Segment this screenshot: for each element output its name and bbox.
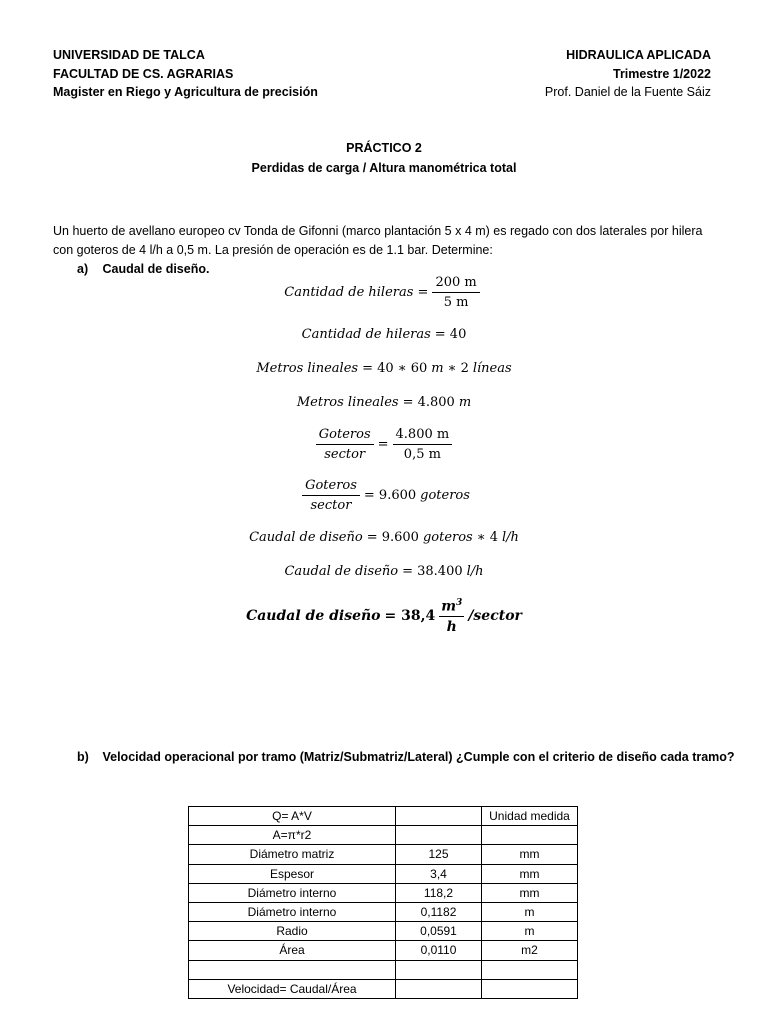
eq3-op: ∗ 2 bbox=[447, 361, 469, 376]
eq8-rhs: = 38.400 bbox=[402, 564, 463, 579]
unit-cell: mm bbox=[482, 864, 578, 883]
eq5-num: Goteros bbox=[316, 427, 374, 445]
table-row bbox=[189, 922, 578, 941]
question-a-label: a) bbox=[77, 262, 89, 276]
value-cell: 0,1182 bbox=[396, 902, 482, 921]
equation-9 bbox=[0, 598, 768, 635]
eq5-fraction-left bbox=[316, 427, 374, 462]
eq3-lineas: líneas bbox=[472, 361, 512, 376]
eq3-lhs: Metros lineales bbox=[256, 361, 359, 376]
eq7-unit2: l/h bbox=[501, 530, 519, 545]
unit-cell bbox=[482, 960, 578, 979]
equation-8 bbox=[0, 564, 768, 579]
table-row bbox=[189, 807, 578, 826]
table-row bbox=[189, 960, 578, 979]
eq6-num: Goteros bbox=[302, 478, 360, 496]
eq5-equals: = bbox=[377, 437, 389, 452]
eq9-fraction bbox=[439, 598, 464, 635]
parameter-cell: Q= A*V bbox=[189, 807, 396, 826]
equation-7 bbox=[0, 530, 768, 545]
unit-cell bbox=[482, 826, 578, 845]
eq7-rhs: = 9.600 bbox=[366, 530, 419, 545]
value-cell: 118,2 bbox=[396, 883, 482, 902]
unit-cell: mm bbox=[482, 845, 578, 864]
calculation-table bbox=[188, 806, 578, 999]
parameter-cell: Diámetro matriz bbox=[189, 845, 396, 864]
eq1-lhs: Cantidad de hileras = bbox=[284, 285, 429, 300]
value-cell bbox=[396, 960, 482, 979]
eq2-rhs: = 40 bbox=[434, 327, 467, 342]
eq4-rhs: = 4.800 bbox=[402, 395, 455, 410]
eq7-lhs: Caudal de diseño bbox=[249, 530, 363, 545]
question-b-label: b) bbox=[77, 750, 89, 764]
question-a-text: Caudal de diseño. bbox=[102, 262, 210, 276]
eq4-lhs: Metros lineales bbox=[296, 395, 399, 410]
table-row bbox=[189, 845, 578, 864]
table-row bbox=[189, 902, 578, 921]
unit-cell: m bbox=[482, 902, 578, 921]
eq6-den: sector bbox=[310, 498, 352, 513]
eq4-unit: m bbox=[458, 395, 472, 410]
eq6-unit: goteros bbox=[420, 488, 470, 503]
parameter-cell: Radio bbox=[189, 922, 396, 941]
table-row bbox=[189, 883, 578, 902]
eq9-rhs: = 38,4 bbox=[384, 608, 436, 625]
faculty-name: FACULTAD DE CS. AGRARIAS bbox=[53, 66, 234, 81]
page-subtitle: Perdidas de carga / Altura manométrica total bbox=[251, 161, 517, 175]
eq5-den2: 0,5 m bbox=[403, 447, 441, 462]
table-row bbox=[189, 864, 578, 883]
parameter-cell: Espesor bbox=[189, 864, 396, 883]
parameter-cell bbox=[189, 960, 396, 979]
header-right bbox=[545, 46, 711, 102]
parameter-cell: Velocidad= Caudal/Área bbox=[189, 979, 396, 998]
parameter-cell: Área bbox=[189, 941, 396, 960]
eq5-num2: 4.800 m bbox=[393, 427, 453, 445]
unit-cell bbox=[482, 979, 578, 998]
equation-5 bbox=[0, 427, 768, 462]
question-a bbox=[77, 262, 209, 276]
equation-4 bbox=[0, 395, 768, 410]
table-row bbox=[189, 826, 578, 845]
eq8-unit: l/h bbox=[466, 564, 484, 579]
eq9-tail: /sector bbox=[468, 608, 522, 625]
eq7-unit: goteros bbox=[422, 530, 473, 545]
value-cell bbox=[396, 979, 482, 998]
question-b-text: Velocidad operacional por tramo (Matriz/Submatriz/Lateral) ¿Cumple con el criterio de diseño cada tramo? bbox=[102, 750, 735, 764]
eq1-numerator: 200 m bbox=[432, 275, 479, 293]
university-name: UNIVERSIDAD DE TALCA bbox=[53, 48, 205, 62]
equation-6 bbox=[0, 478, 768, 513]
parameter-cell: Diámetro interno bbox=[189, 902, 396, 921]
course-name: HIDRAULICA APLICADA bbox=[566, 48, 711, 62]
value-cell bbox=[396, 826, 482, 845]
eq1-denominator: 5 m bbox=[443, 295, 469, 310]
table-row bbox=[189, 941, 578, 960]
eq3-rhs: = 40 ∗ 60 bbox=[362, 361, 428, 376]
value-cell: 125 bbox=[396, 845, 482, 864]
eq5-fraction-right bbox=[393, 427, 453, 462]
calculation-table-body bbox=[189, 807, 578, 999]
eq9-num-m: m bbox=[441, 598, 457, 615]
eq9-lhs: Caudal de diseño bbox=[246, 608, 381, 625]
eq2-lhs: Cantidad de hileras bbox=[301, 327, 431, 342]
unit-cell: Unidad medida bbox=[482, 807, 578, 826]
eq9-den: h bbox=[446, 618, 457, 635]
eq1-fraction bbox=[432, 275, 479, 310]
problem-statement: Un huerto de avellano europeo cv Tonda de Gifonni (marco plantación 5 x 4 m) es regado con dos laterales por hilera con goteros de 4 l/h a 0,5 m. La presión de operación es de 1.1 bar. Determine: bbox=[53, 224, 703, 257]
unit-cell: m2 bbox=[482, 941, 578, 960]
eq9-exponent: 3 bbox=[456, 598, 463, 608]
unit-cell: m bbox=[482, 922, 578, 941]
value-cell: 0,0591 bbox=[396, 922, 482, 941]
eq9-num bbox=[439, 598, 464, 617]
value-cell: 3,4 bbox=[396, 864, 482, 883]
question-b bbox=[77, 750, 735, 764]
page-title: PRÁCTICO 2 bbox=[346, 141, 422, 155]
header-left bbox=[53, 46, 318, 102]
parameter-cell: A=π*r2 bbox=[189, 826, 396, 845]
eq3-unit: m bbox=[431, 361, 444, 376]
eq6-rhs: = 9.600 bbox=[363, 488, 417, 503]
parameter-cell: Diámetro interno bbox=[189, 883, 396, 902]
equation-2 bbox=[0, 327, 768, 342]
value-cell bbox=[396, 807, 482, 826]
eq7-op: ∗ 4 bbox=[476, 530, 498, 545]
equation-1 bbox=[0, 275, 768, 310]
professor: Prof. Daniel de la Fuente Sáiz bbox=[544, 85, 711, 100]
eq5-den: sector bbox=[324, 447, 366, 462]
table-row bbox=[189, 979, 578, 998]
eq6-fraction bbox=[302, 478, 360, 513]
eq8-lhs: Caudal de diseño bbox=[284, 564, 399, 579]
equation-3 bbox=[0, 361, 768, 376]
term: Trimestre 1/2022 bbox=[613, 66, 711, 81]
value-cell: 0,0110 bbox=[396, 941, 482, 960]
program-name: Magister en Riego y Agricultura de precisión bbox=[53, 85, 318, 100]
unit-cell: mm bbox=[482, 883, 578, 902]
